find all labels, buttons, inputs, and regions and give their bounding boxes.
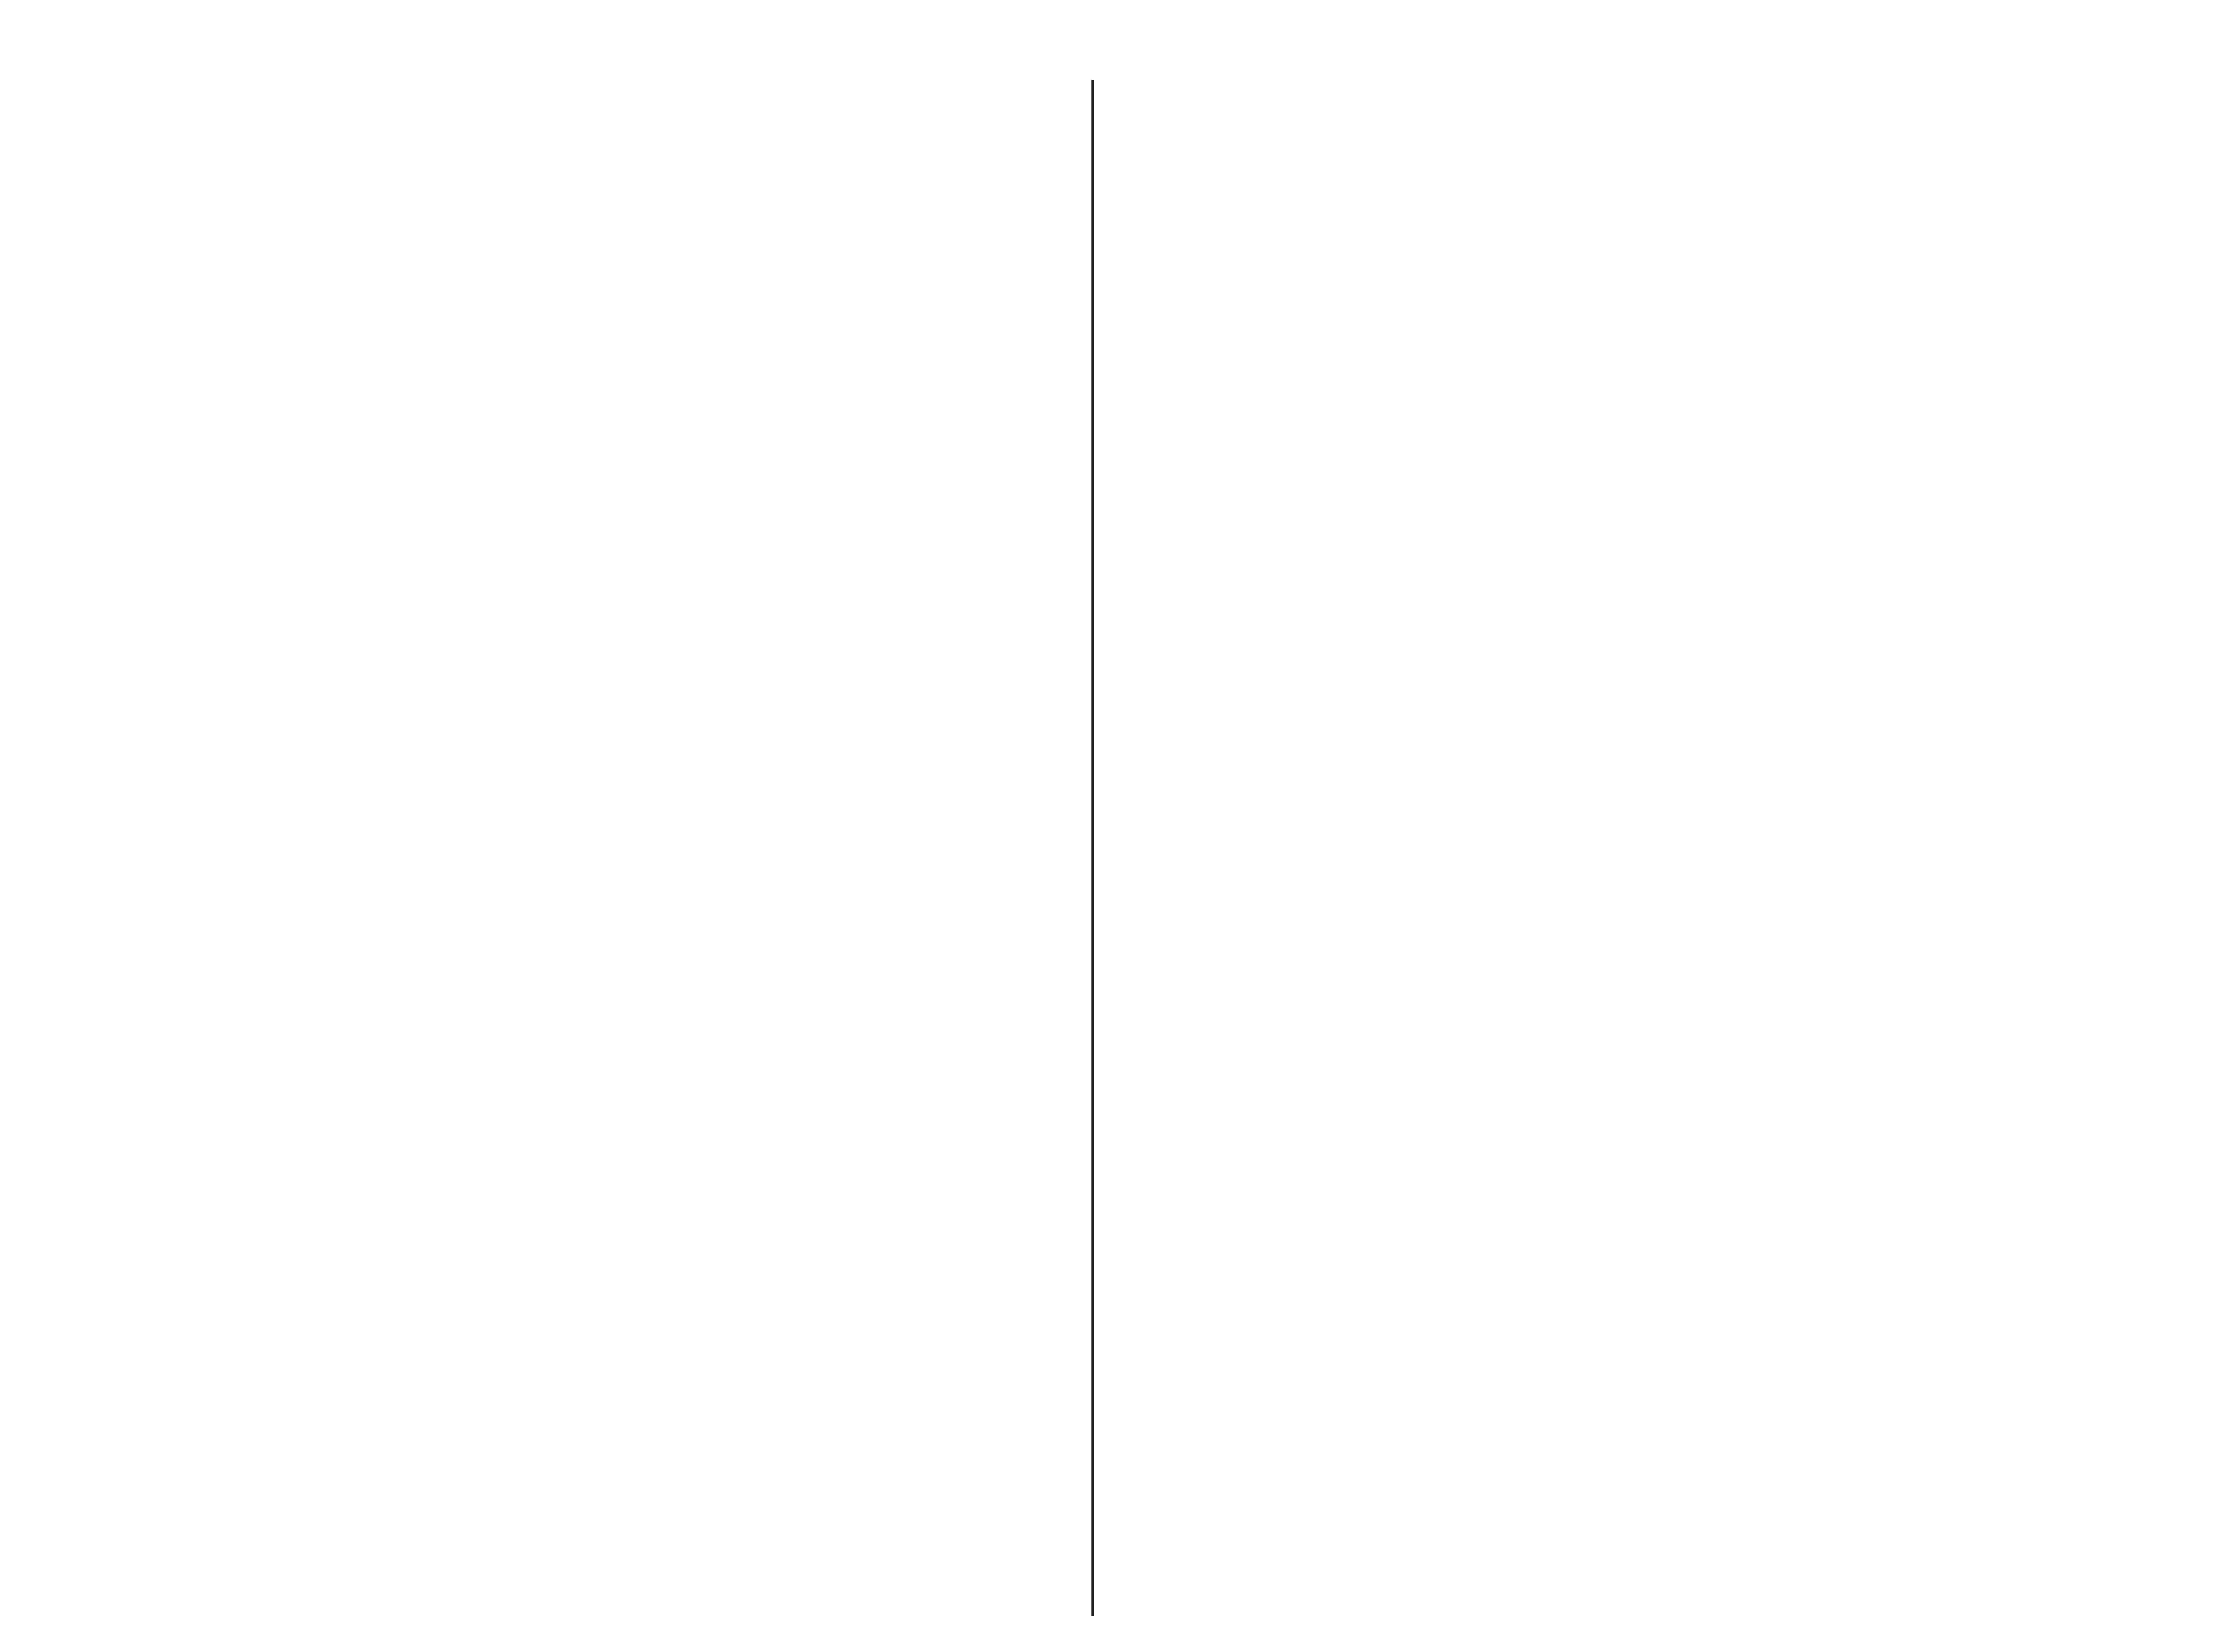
left-sheet — [0, 0, 1092, 1652]
